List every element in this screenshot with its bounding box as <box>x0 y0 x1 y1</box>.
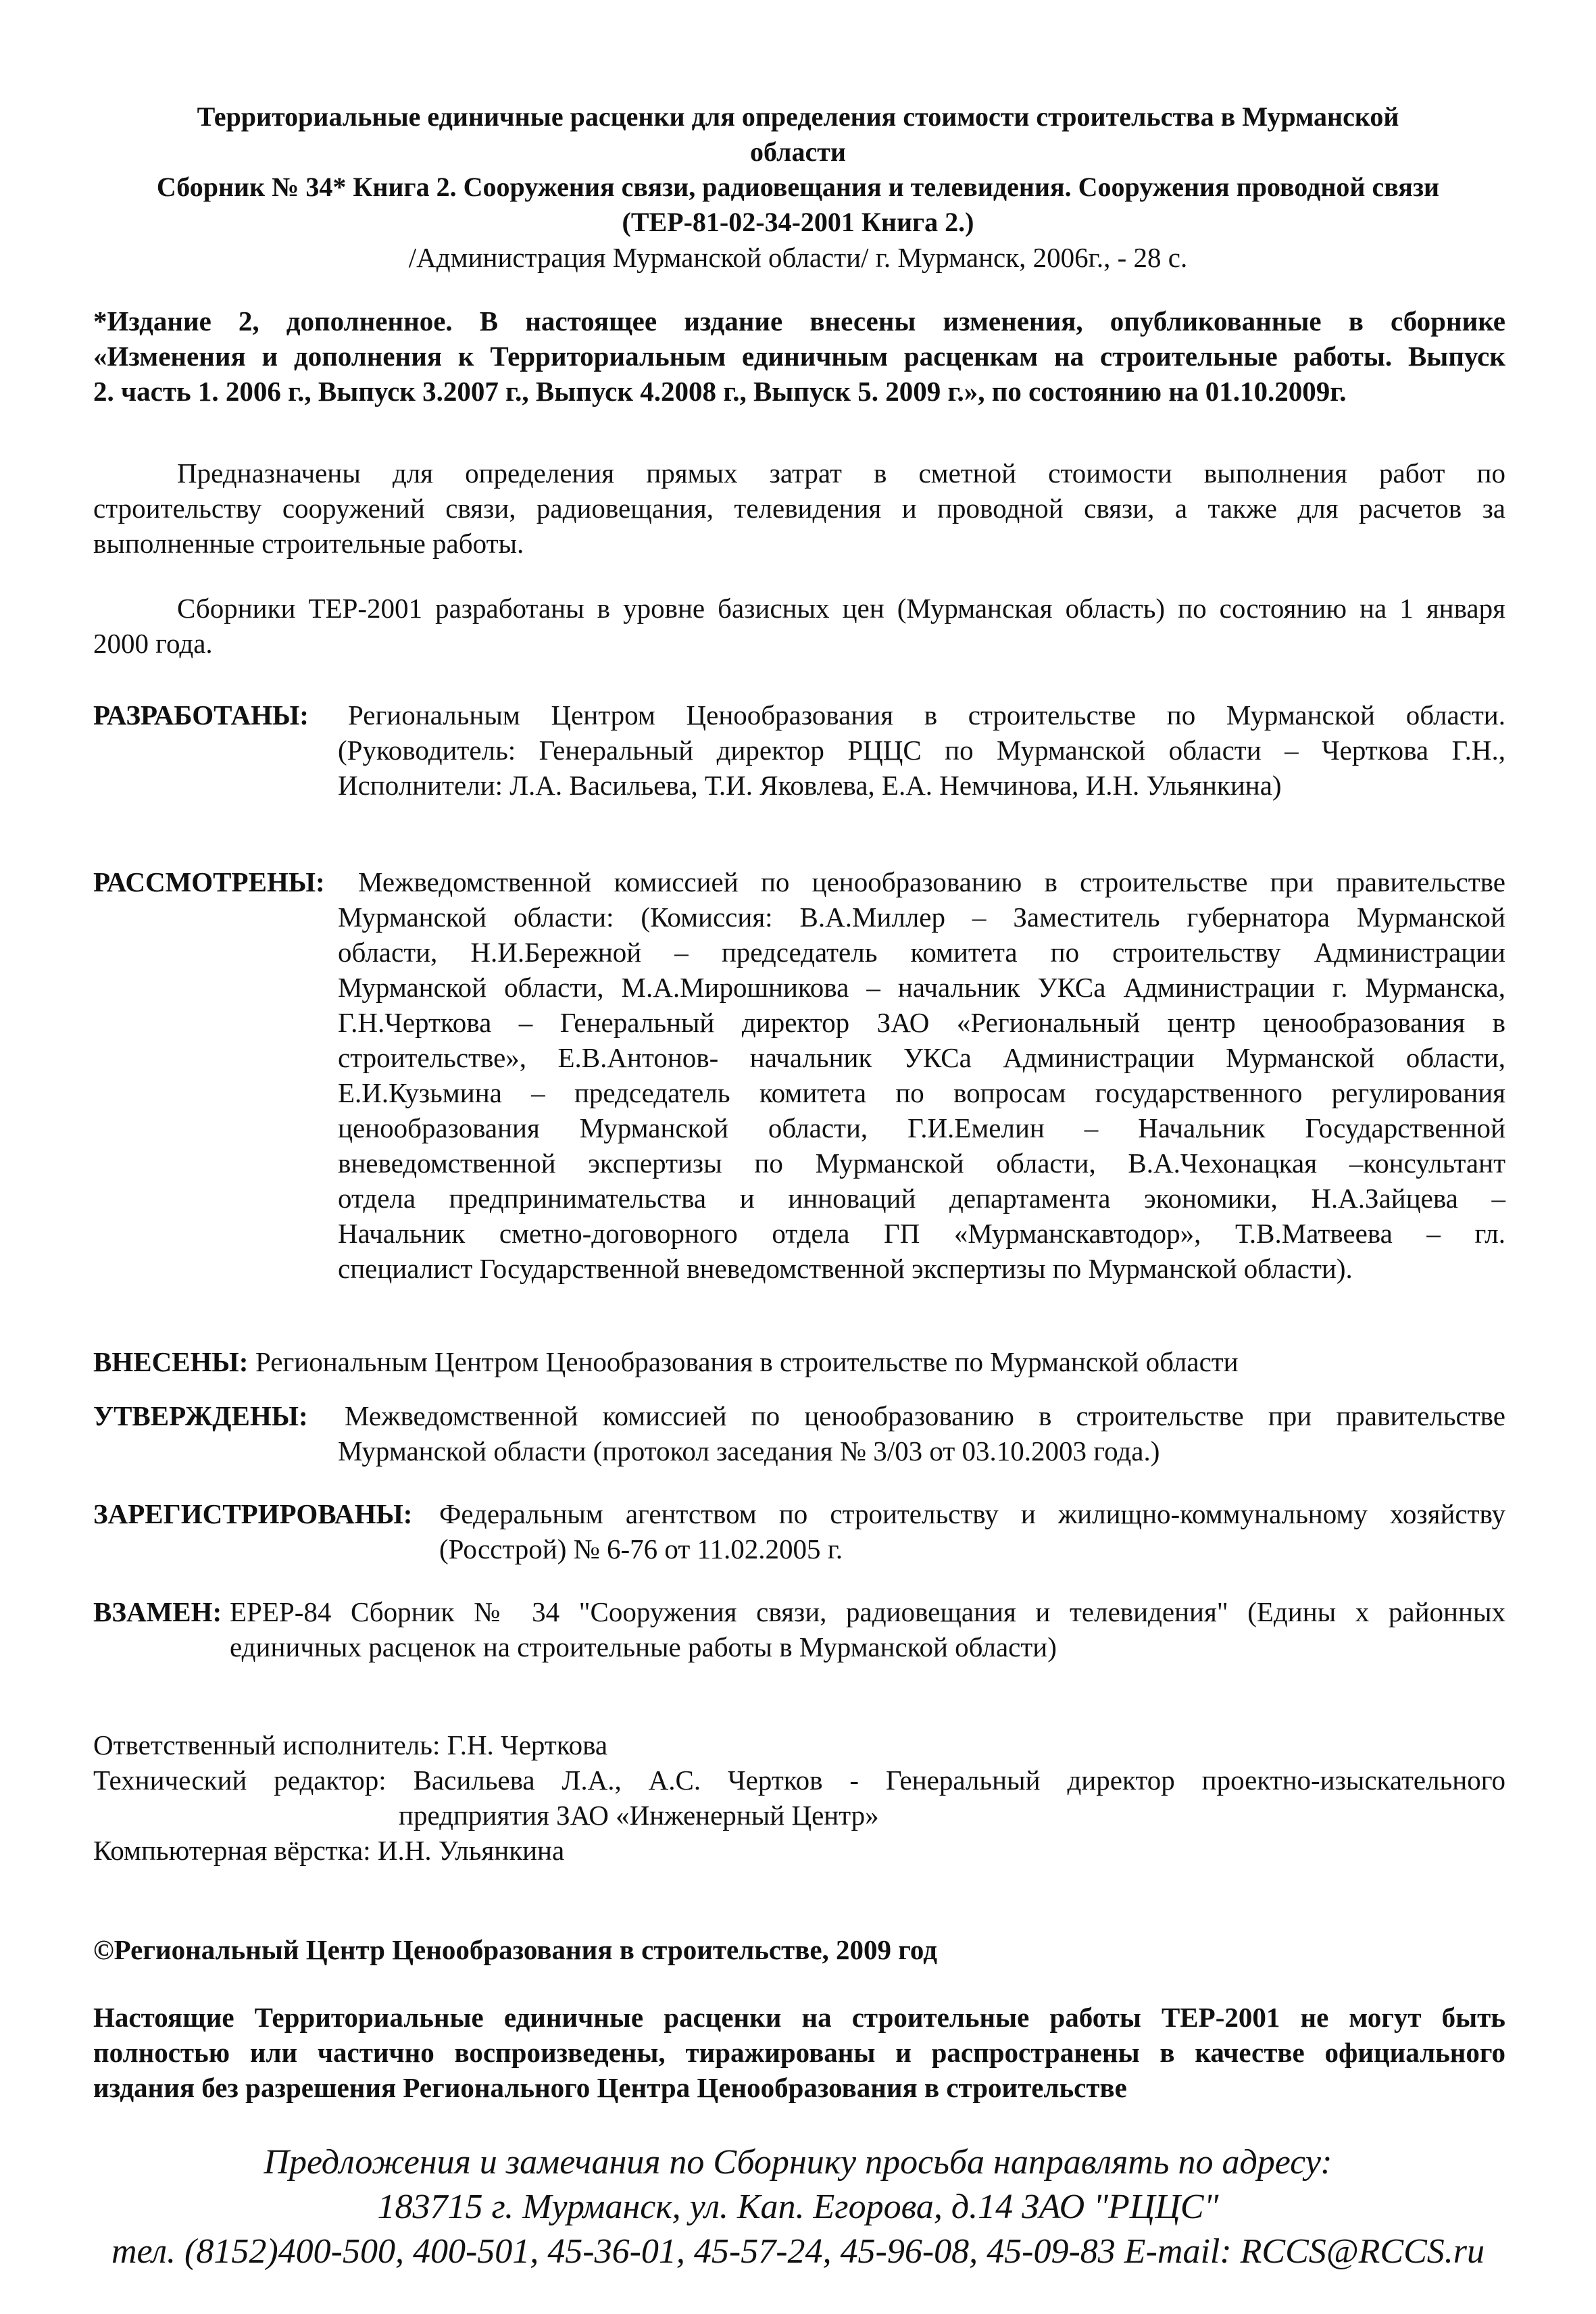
replaces-label: ВЗАМЕН: <box>93 1596 222 1627</box>
replaces-text-line: ЕРЕР-84 Сборник № 34 "Сооружения связи, радиовещания и телевидения" (Едины х районных <box>230 1596 1505 1627</box>
publisher-info: /Администрация Мурманской области/ г. Мурманск, 2006г., - 28 с. <box>408 242 1188 273</box>
developed-text-line: Исполнители: Л.А. Васильева, Т.И. Яковлева, Е.А. Немчинова, И.Н. Ульянкина) <box>338 770 1282 801</box>
basis-paragraph-line: 2000 года. <box>93 628 213 659</box>
purpose-paragraph-line: выполненные строительные работы. <box>93 528 524 559</box>
purpose-paragraph-line: Предназначены для определения прямых затрат в сметной стоимости выполнения работ по <box>177 458 1505 489</box>
reviewed-text-line: Мурманской области: (Комиссия: В.А.Миллер – Заместитель губернатора Мурманской <box>338 902 1505 933</box>
reviewed-text-line: области, Н.И.Бережной – председатель комитета по строительству Администрации <box>338 937 1505 968</box>
approved-text-line: Мурманской области (протокол заседания № 3/03 от 03.10.2003 года.) <box>338 1435 1160 1467</box>
approved-text-line: Межведомственной комиссией по ценообразованию в строительстве при правительстве <box>345 1400 1505 1431</box>
registered-text-line: (Росстрой) № 6-76 от 11.02.2005 г. <box>439 1533 843 1565</box>
purpose-paragraph-line: строительству сооружений связи, радиовещания, телевидения и проводной связи, а также для расчетов за <box>93 493 1505 524</box>
collection-code: (ТЕР-81-02-34-2001 Книга 2.) <box>622 207 974 237</box>
registered-label: ЗАРЕГИСТРИРОВАНЫ: <box>93 1498 413 1529</box>
technical-editor: Технический редактор: Васильева Л.А., А.С. Чертков - Генеральный директор проектно-изыскательного <box>93 1765 1505 1796</box>
reproduction-notice-line: полностью или частично воспроизведены, тиражированы и распространены в качестве официального <box>93 2037 1505 2068</box>
reviewed-text-line: Начальник сметно-договорного отдела ГП «Мурманскавтодор», Т.В.Матвеева – гл. <box>338 1218 1505 1249</box>
collection-title: Сборник № 34* Книга 2. Сооружения связи, радиовещания и телевидения. Сооружения проводной связи <box>156 172 1440 202</box>
basis-paragraph-line: Сборники ТЕР-2001 разработаны в уровне базисных цен (Мурманская область) по состоянию на 1 января <box>177 593 1505 624</box>
contact-request: Предложения и замечания по Сборнику просьба направлять по адресу: <box>264 2143 1332 2182</box>
reviewed-text-line: отдела предпринимательства и инноваций департамента экономики, Н.А.Зайцева – <box>338 1183 1505 1214</box>
reviewed-text-line: Е.И.Кузьмина – председатель комитета по вопросам государственного регулирования <box>338 1077 1505 1108</box>
edition-note-line: 2. часть 1. 2006 г., Выпуск 3.2007 г., Выпуск 4.2008 г., Выпуск 5. 2009 г.», по состоянию на 01.10.2009г. <box>93 376 1347 407</box>
edition-note-line: «Изменения и дополнения к Территориальным единичным расценкам на строительные работы. Выпуск <box>93 341 1505 372</box>
contact-phones-email: тел. (8152)400-500, 400-501, 45-36-01, 45-57-24, 45-96-08, 45-09-83 E-mail: RCCS@RCCS.ru <box>111 2232 1485 2271</box>
reviewed-text-line: ценообразования Мурманской области, Г.И.Емелин – Начальник Государственной <box>338 1112 1505 1143</box>
technical-editor-cont: предприятия ЗАО «Инженерный Центр» <box>399 1800 879 1831</box>
document-title: Территориальные единичные расценки для определения стоимости строительства в Мурманской <box>197 101 1399 132</box>
developed-label: РАЗРАБОТАНЫ: <box>93 699 309 731</box>
reviewed-text-line: строительстве», Е.В.Антонов- начальник УКСа Администрации Мурманской области, <box>338 1042 1505 1073</box>
replaces-text-line: единичных расценок на строительные работы в Мурманской области) <box>230 1631 1057 1663</box>
edition-note-line: *Издание 2, дополненное. В настоящее издание внесены изменения, опубликованные в сборнике <box>93 305 1505 337</box>
contact-address: 183715 г. Мурманск, ул. Кап. Егорова, д.14 ЗАО "РЦЦС" <box>377 2188 1219 2226</box>
reviewed-text-line: Мурманской области, М.А.Мирошникова – начальник УКСа Администрации г. Мурманска, <box>338 972 1505 1003</box>
reviewed-label: РАССМОТРЕНЫ: <box>93 866 325 897</box>
copyright-notice: ©Региональный Центр Ценообразования в строительстве, 2009 год <box>93 1934 937 1965</box>
registered-text-line: Федеральным агентством по строительству и жилищно-коммунальному хозяйству <box>439 1498 1505 1529</box>
approved-label: УТВЕРЖДЕНЫ: <box>93 1400 308 1431</box>
reviewed-text-line: Межведомственной комиссией по ценообразованию в строительстве при правительстве <box>358 866 1505 897</box>
document-title-cont: области <box>750 137 846 167</box>
developed-text-line: Региональным Центром Ценообразования в строительстве по Мурманской области. <box>348 699 1505 731</box>
submitted-label: ВНЕСЕНЫ: <box>93 1346 249 1377</box>
responsible-executor: Ответственный исполнитель: Г.Н. Черткова <box>93 1729 608 1761</box>
reproduction-notice-line: издания без разрешения Регионального Центра Ценообразования в строительстве <box>93 2072 1127 2103</box>
developed-text-line: (Руководитель: Генеральный директор РЦЦС по Мурманской области – Черткова Г.Н., <box>338 735 1505 766</box>
submitted-text: Региональным Центром Ценообразования в строительстве по Мурманской области <box>255 1346 1239 1377</box>
reviewed-text-line: специалист Государственной вневедомственной экспертизы по Мурманской области). <box>338 1253 1353 1284</box>
reviewed-text-line: вневедомственной экспертизы по Мурманской области, В.А.Чехонацкая –консультант <box>338 1148 1505 1179</box>
computer-layout: Компьютерная вёрстка: И.Н. Ульянкина <box>93 1835 565 1866</box>
reproduction-notice-line: Настоящие Территориальные единичные расценки на строительные работы ТЕР-2001 не могут быть <box>93 2002 1505 2033</box>
reviewed-text-line: Г.Н.Черткова – Генеральный директор ЗАО «Региональный центр ценообразования в <box>338 1007 1505 1038</box>
